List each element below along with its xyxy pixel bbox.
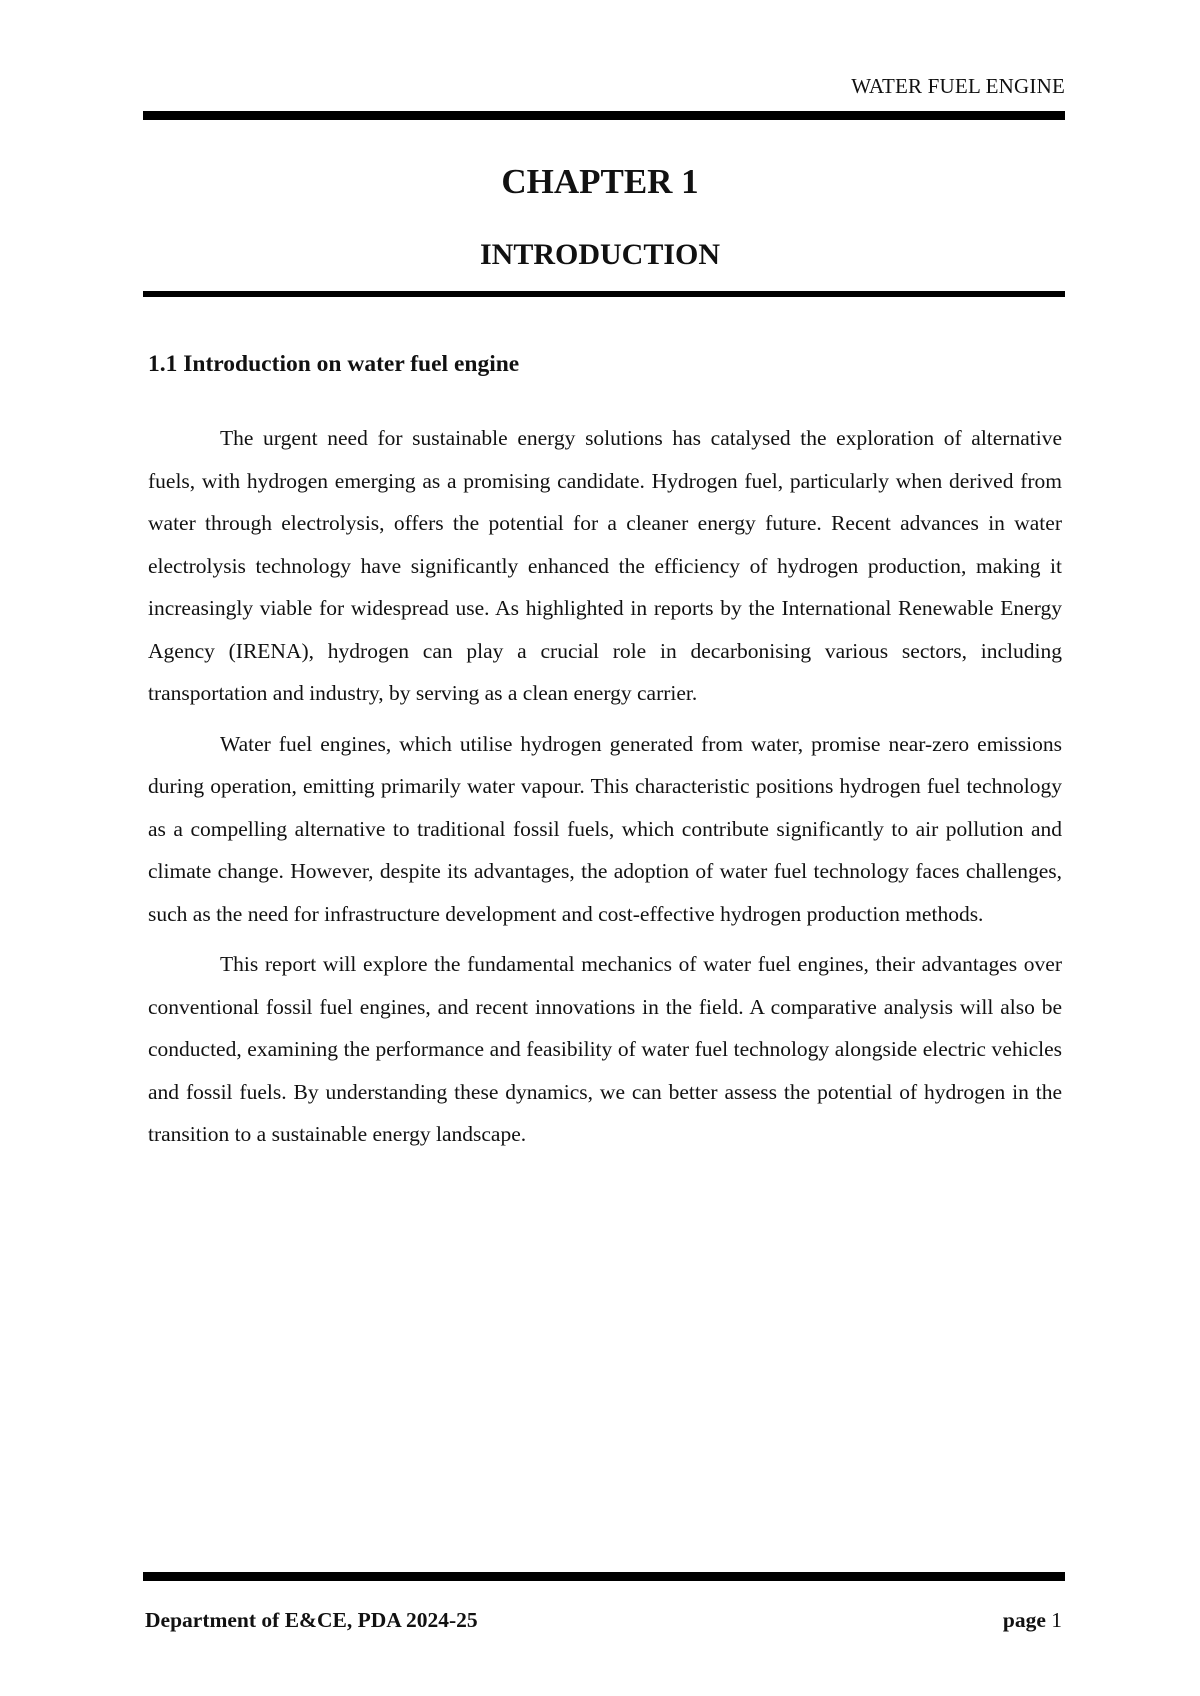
paragraph: The urgent need for sustainable energy solutions has catalysed the exploration of alternative fuels, with hydrogen emerging as a promising candidate. Hydrogen fuel, particularly when derived from water through electrolysis, offers the potential for a cleaner energy future. Recent advances in water electrolysis technology have significantly enhanced the efficiency of hydrogen production, making it increasingly viable for widespread use. As highlighted in reports by the International Renewable Energy Agency (IRENA), hydrogen can play a crucial role in decarbonising various sectors, including transportation and industry, by serving as a clean energy carrier.	[148, 426, 1062, 705]
footer-page	[1003, 1608, 1062, 1633]
footer-department: Department of E&CE, PDA 2024-25	[145, 1608, 478, 1632]
paragraph: This report will explore the fundamental mechanics of water fuel engines, their advantages over conventional fossil fuel engines, and recent innovations in the field. A comparative analysis will also be conducted, examining the performance and feasibility of water fuel technology alongside electric vehicles and fossil fuels. By understanding these dynamics, we can better assess the potential of hydrogen in the transition to a sustainable energy landscape.	[148, 952, 1062, 1146]
body-text	[148, 417, 1062, 1164]
footer-rule	[143, 1572, 1065, 1581]
header-rule	[143, 111, 1065, 120]
paragraph: Water fuel engines, which utilise hydrogen generated from water, promise near-zero emissions during operation, emitting primarily water vapour. This characteristic positions hydrogen fuel technology as a compelling alternative to traditional fossil fuels, which contribute significantly to air pollution and climate change. However, despite its advantages, the adoption of water fuel technology faces challenges, such as the need for infrastructure development and cost-effective hydrogen production methods.	[148, 731, 1062, 926]
running-header: WATER FUEL ENGINE	[851, 74, 1065, 98]
section-heading: 1.1 Introduction on water fuel engine	[148, 351, 520, 377]
chapter-number: CHAPTER 1	[501, 162, 699, 201]
title-rule	[143, 291, 1065, 297]
page-label: page	[1002, 1608, 1046, 1632]
chapter-title: INTRODUCTION	[479, 238, 721, 271]
page-number: 1	[1051, 1608, 1062, 1632]
